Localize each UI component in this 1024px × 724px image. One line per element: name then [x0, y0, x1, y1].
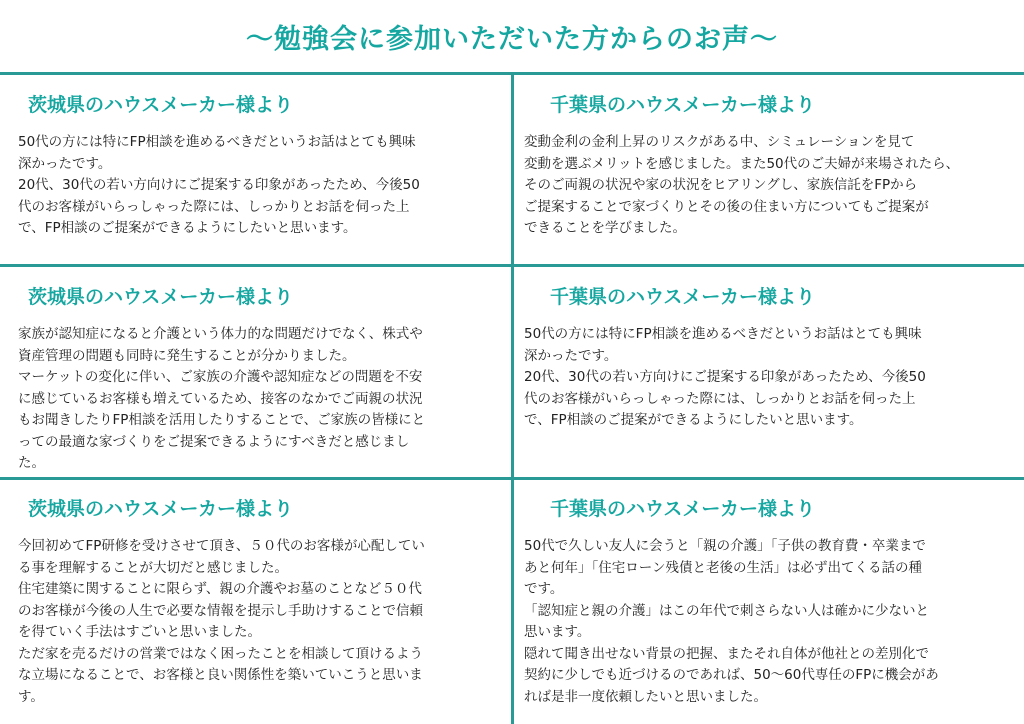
testimonial-heading: 茨城県のハウスメーカー様より	[28, 498, 294, 520]
testimonial-heading: 茨城県のハウスメーカー様より	[28, 94, 294, 116]
testimonial-heading: 千葉県のハウスメーカー様より	[550, 498, 816, 520]
testimonial-card	[18, 496, 504, 708]
testimonial-card	[524, 92, 1022, 240]
testimonial-body: 変動金利の金利上昇のリスクがある中、シミュレーションを見て 変動を選ぶメリットを感じました。また50代のご夫婦が来場されたら、 そのご両親の状況や家の状況をヒアリングし、家族信託をFPから ご提案することで家づくりとその後の住まい方についてもご提案が できることを学びました。	[524, 134, 960, 236]
testimonial-card	[524, 496, 1022, 708]
testimonial-heading: 千葉県のハウスメーカー様より	[550, 286, 816, 308]
testimonial-body: 今回初めてFP研修を受けさせて頂き、５０代のお客様が心配してい る事を理解することが大切だと感じました。 住宅建築に関することに限らず、親の介護やお墓のことなど５０代 のお客様が今後の人生で必要な情報を提示し手助けすることで信頼 を得ていく手法はすごいと思いました。 ただ家を売るだけの営業ではなく困ったことを相談して頂けるよう な立場になることで、お客様と良い関係性を築いていこうと思いま す。	[18, 538, 425, 705]
testimonial-body: 家族が認知症になると介護という体力的な問題だけでなく、株式や 資産管理の問題も同時に発生することが分かりました。 マーケットの変化に伴い、ご家族の介護や認知症などの問題を不安 に感じているお客様も増えているため、接客のなかでご両親の状況 もお聞きしたりFP相談を活用したりすることで、ご家族の皆様にと っての最適な家づくりをご提案できるようにすべきだと感じまし た。	[18, 326, 426, 471]
testimonial-card	[18, 284, 504, 475]
testimonial-body: 50代の方には特にFP相談を進めるべきだというお話はとても興味 深かったです。 20代、30代の若い方向けにご提案する印象があったため、今後50 代のお客様がいらっしゃった際には、しっかりとお話を伺った上 で、FP相談のご提案ができるようにしたいと思います。	[18, 134, 420, 236]
testimonial-body: 50代で久しい友人に会うと「親の介護」「子供の教育費・卒業まで あと何年」「住宅ローン残債と老後の生活」は必ず出てくる話の種 です。 「認知症と親の介護」はこの年代で刺さらない人は確かに少ないと 思います。 隠れて聞き出せない背景の把握、またそれ自体が他社との差別化で 契約に少しでも近づけるのであれば、50〜60代専任のFPに機会があ れば是非一度依頼したいと思いました。	[524, 538, 939, 705]
testimonial-card	[524, 284, 1022, 432]
testimonial-heading: 茨城県のハウスメーカー様より	[28, 286, 294, 308]
testimonial-heading: 千葉県のハウスメーカー様より	[550, 94, 816, 116]
testimonial-card	[18, 92, 504, 240]
page-title: ～勉強会に参加いただいた方からのお声～	[246, 24, 778, 55]
divider-vertical	[511, 73, 514, 724]
testimonial-body: 50代の方には特にFP相談を進めるべきだというお話はとても興味 深かったです。 20代、30代の若い方向けにご提案する印象があったため、今後50 代のお客様がいらっしゃった際には、しっかりとお話を伺った上 で、FP相談のご提案ができるようにしたいと思います。	[524, 326, 926, 428]
